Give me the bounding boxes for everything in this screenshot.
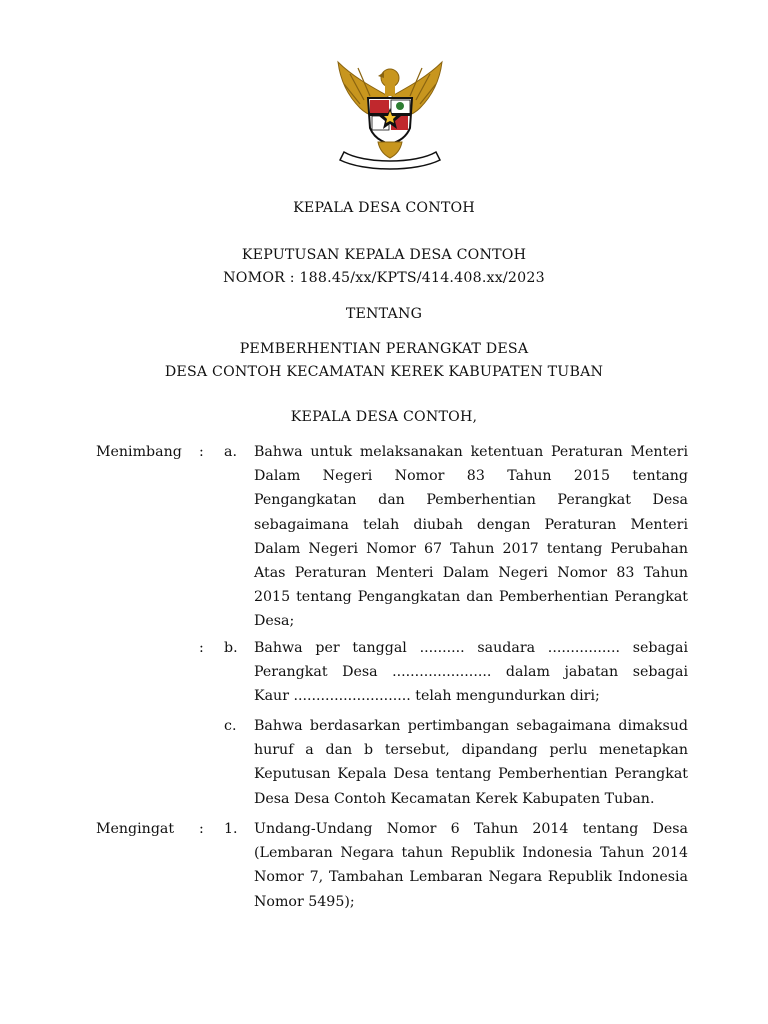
paragraph-line: Pengangkatan dan Pemberhentian Perangkat Desa (254, 492, 688, 509)
menimbang-label: Menimbang (96, 444, 182, 460)
paragraph-line: 2015 tentang Pengangkatan dan Pemberhentian Perangkat (254, 589, 688, 606)
about-heading: TENTANG (345, 306, 423, 322)
mengingat-label: Mengingat (96, 821, 175, 837)
paragraph-line: Perangkat Desa ...................... dalam jabatan sebagai (254, 664, 688, 681)
paragraph-line: Keputusan Kepala Desa tentang Pemberhentian Perangkat (254, 766, 688, 783)
item-paragraph (254, 714, 688, 811)
decree-number: NOMOR : 188.45/xx/KPTS/414.408.xx/2023 (223, 270, 545, 286)
garuda-pancasila-emblem-icon (330, 56, 450, 176)
paragraph-line: Bahwa untuk melaksanakan ketentuan Peraturan Menteri (254, 444, 688, 460)
mengingat-colon: : (199, 821, 204, 837)
paragraph-line: Atas Peraturan Menteri Dalam Negeri Nomor 83 Tahun (254, 565, 688, 582)
item-colon: : (199, 640, 204, 656)
item-paragraph (254, 440, 688, 634)
paragraph-line: Bahwa berdasarkan pertimbangan sebagaimana dimaksud (254, 718, 688, 734)
paragraph-line: Dalam Negeri Nomor 83 Tahun 2015 tentang (254, 468, 688, 485)
item-paragraph (254, 817, 688, 914)
item-paragraph (254, 636, 688, 709)
paragraph-line: (Lembaran Negara tahun Republik Indonesia Tahun 2014 (254, 845, 688, 862)
paragraph-line: Kaur .......................... telah mengundurkan diri; (254, 688, 600, 705)
paragraph-line: sebagaimana telah diubah dengan Peraturan Menteri (254, 516, 688, 533)
paragraph-line: Undang-Undang Nomor 6 Tahun 2014 tentang Desa (254, 821, 688, 837)
item-marker: 1. (224, 821, 238, 837)
paragraph-line: Nomor 5495); (254, 893, 355, 910)
paragraph-line: Nomor 7, Tambahan Lembaran Negara Republik Indonesia (254, 869, 688, 886)
paragraph-line: Desa Desa Contoh Kecamatan Kerek Kabupaten Tuban. (254, 790, 655, 807)
paragraph-line: huruf a dan b tersebut, dipandang perlu menetapkan (254, 742, 688, 759)
signatory-heading: KEPALA DESA CONTOH, (290, 409, 478, 425)
issuer-title: KEPALA DESA CONTOH (293, 200, 475, 216)
menimbang-colon: : (199, 444, 204, 460)
decree-title: KEPUTUSAN KEPALA DESA CONTOH (241, 247, 527, 263)
paragraph-line: Dalam Negeri Nomor 67 Tahun 2017 tentang Perubahan (254, 540, 688, 557)
subject-line-2: DESA CONTOH KECAMATAN KEREK KABUPATEN TUBAN (164, 364, 604, 380)
paragraph-line: Bahwa per tanggal .......... saudara ................ sebagai (254, 640, 688, 656)
item-marker: a. (224, 444, 237, 460)
item-marker: c. (224, 718, 237, 734)
paragraph-line: Desa; (254, 613, 295, 630)
item-marker: b. (224, 640, 238, 656)
subject-line-1: PEMBERHENTIAN PERANGKAT DESA (239, 341, 529, 357)
